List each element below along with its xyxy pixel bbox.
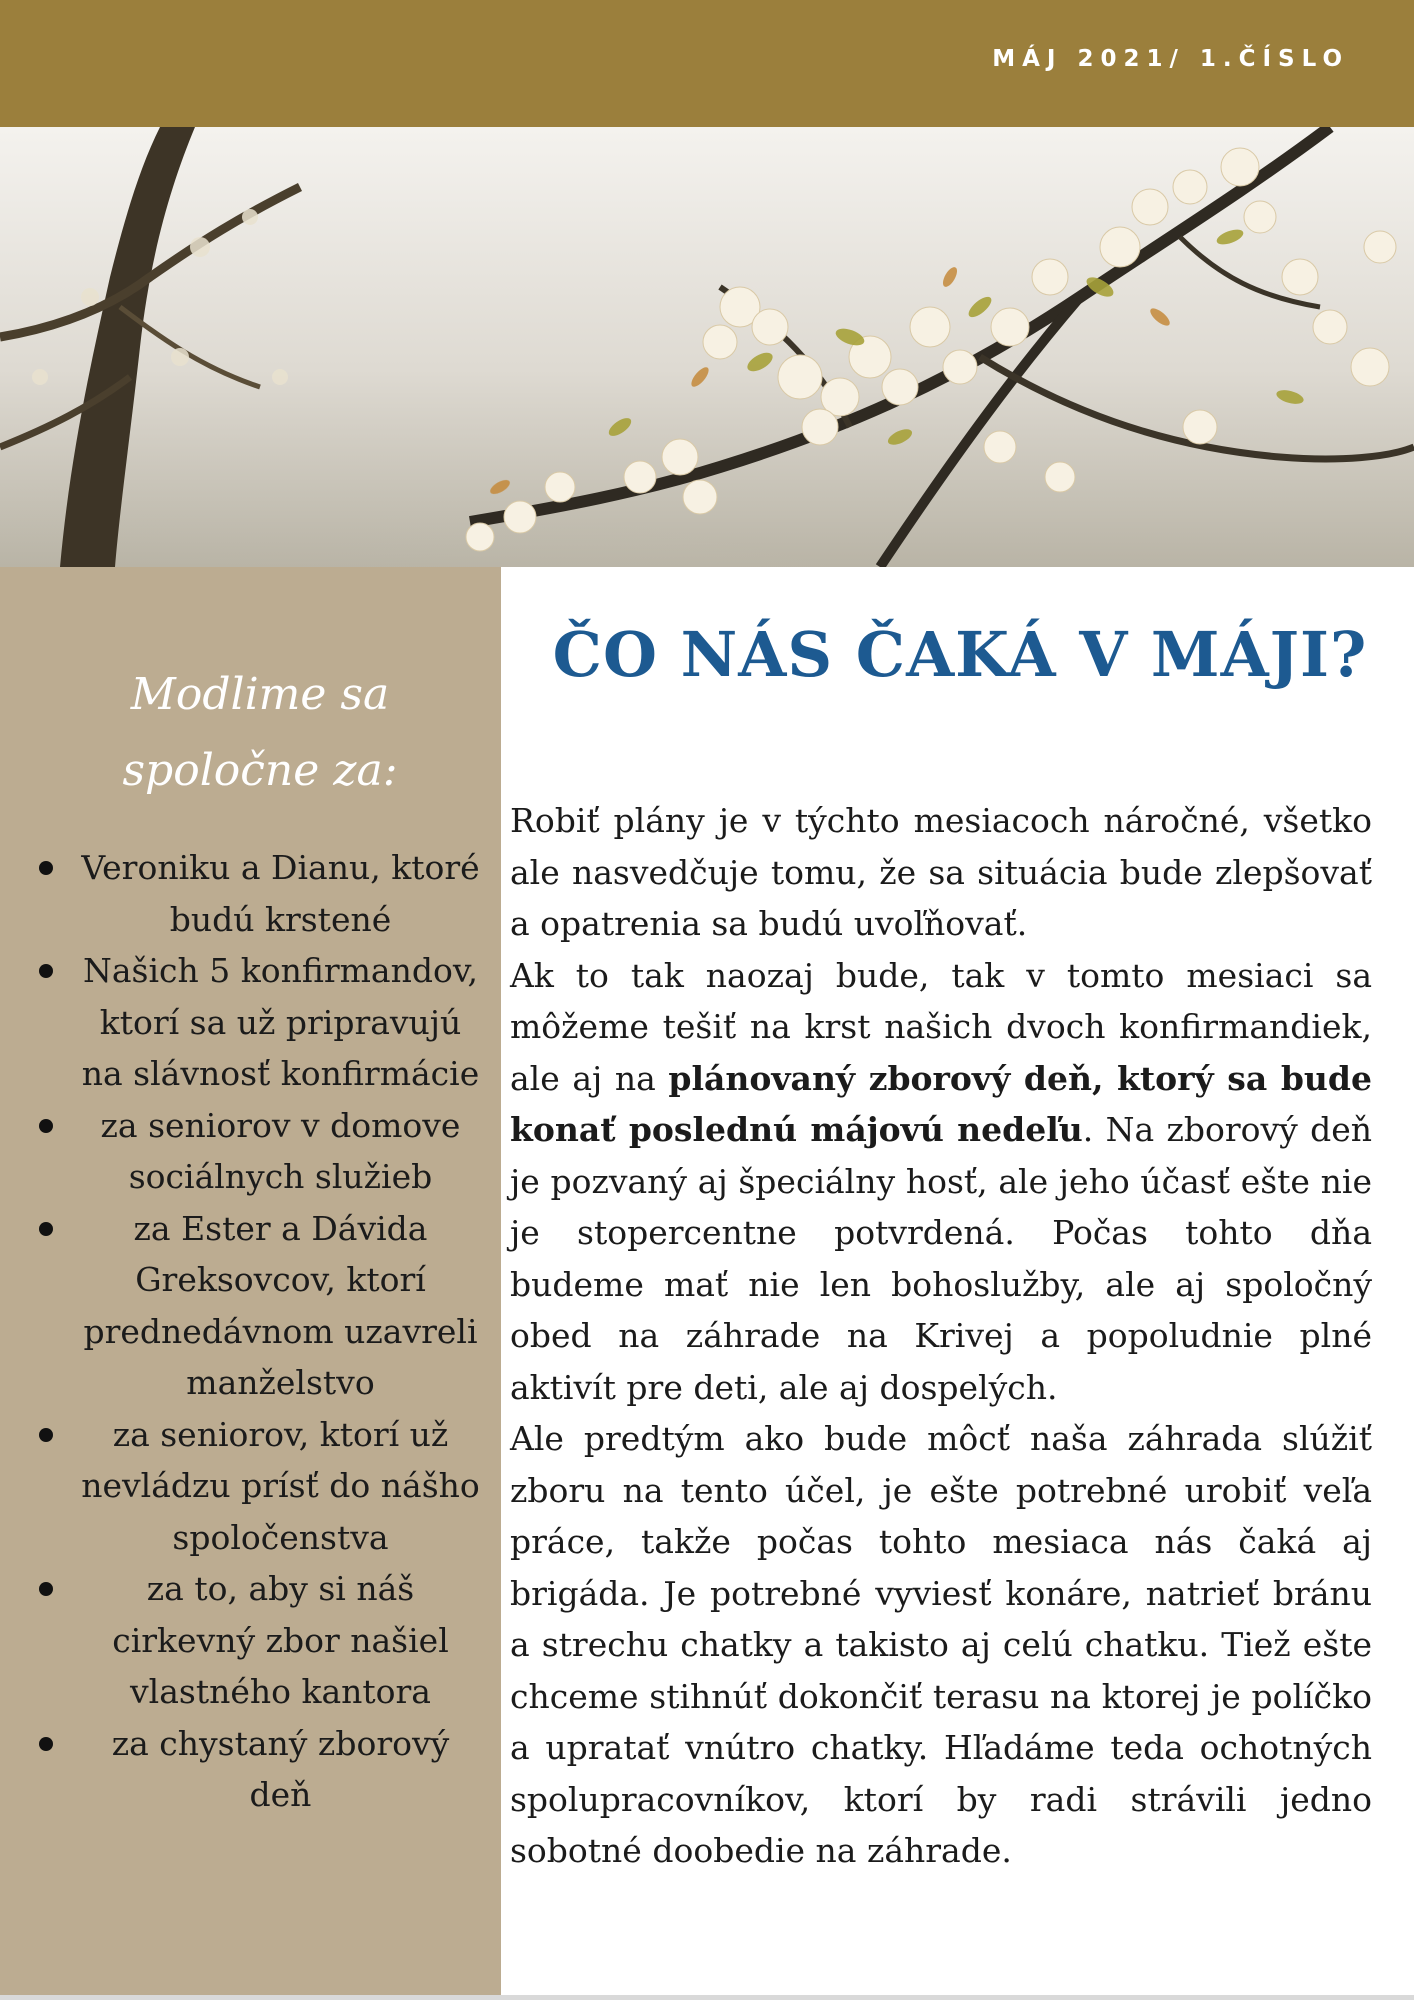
- bullet-icon: [39, 1737, 53, 1751]
- blossom-branch-illustration: [0, 127, 1414, 567]
- article-headline: ČO NÁS ČAKÁ V MÁJI?: [552, 618, 1368, 691]
- prayer-list: [0, 842, 501, 1821]
- article-paragraph: Ale predtým ako bude môcť naša záhrada slúžiť zboru na tento účel, je ešte potrebné urobiť veľa práce, takže počas tohto mesiaca nás čaká aj brigáda. Je potrebné vyviesť konáre, natrieť bránu a strechu chatky a takisto aj celú chatku. Tiež ešte chceme stihnúť dokončiť terasu na ktorej je políčko a upratať vnútro chatky. Hľadáme teda ochotných spolupracovníkov, ktorí by radi strávili jedno sobotné doobedie na záhrade.: [510, 1419, 1372, 1870]
- bullet-icon: [39, 1582, 53, 1596]
- header-bar: [0, 0, 1414, 127]
- article-body: [510, 795, 1372, 1877]
- sidebar-title: Modlime sa spoločne za:: [122, 669, 398, 796]
- bullet-icon: [39, 1222, 53, 1236]
- page-divider: [0, 1995, 1414, 2000]
- list-item: za Ester a Dávida Greksovcov, ktorí prednedávnom uzavreli manželstvo: [0, 1203, 501, 1409]
- list-item: za seniorov v domove sociálnych služieb: [0, 1100, 501, 1203]
- hero-image: [0, 127, 1414, 567]
- list-item: za seniorov, ktorí už nevládzu prísť do nášho spoločenstva: [0, 1409, 501, 1564]
- bullet-icon: [39, 964, 53, 978]
- list-item: Našich 5 konfirmandov, ktorí sa už pripravujú na slávnosť konfirmácie: [0, 945, 501, 1100]
- list-item: za to, aby si náš cirkevný zbor našiel vlastného kantora: [0, 1563, 501, 1718]
- bullet-icon: [39, 1119, 53, 1133]
- highlighted-text: plánovaný zborový deň, ktorý sa bude konať poslednú májovú nedeľu: [510, 1058, 1372, 1149]
- article-paragraph: Robiť plány je v týchto mesiacoch náročné, všetko ale nasvedčuje tomu, že sa situácia bude zlepšovať a opatrenia sa budú uvoľňovať.: [510, 801, 1372, 943]
- article-paragraph: Ak to tak naozaj bude, tak v tomto mesiaci sa môžeme tešiť na krst našich dvoch konfirmandiek, ale aj na plánovaný zborový deň, ktorý sa bude konať poslednú májovú nedeľu. Na zborový deň je pozvaný aj špeciálny hosť, ale jeho účasť ešte nie je stopercentne potvrdená. Počas tohto dňa budeme mať nie len bohoslužby, ale aj spoločný obed na záhrade na Krivej a popoludnie plné aktivít pre deti, ale aj dospelých.: [510, 955, 1372, 1407]
- list-item: Veroniku a Dianu, ktoré budú krstené: [0, 842, 501, 945]
- list-item: za chystaný zborový deň: [0, 1718, 501, 1821]
- bullet-icon: [39, 1428, 53, 1442]
- issue-label: MÁJ 2021/ 1.ČÍSLO: [992, 46, 1349, 72]
- bullet-icon: [39, 861, 53, 875]
- prayer-sidebar: [0, 567, 501, 2000]
